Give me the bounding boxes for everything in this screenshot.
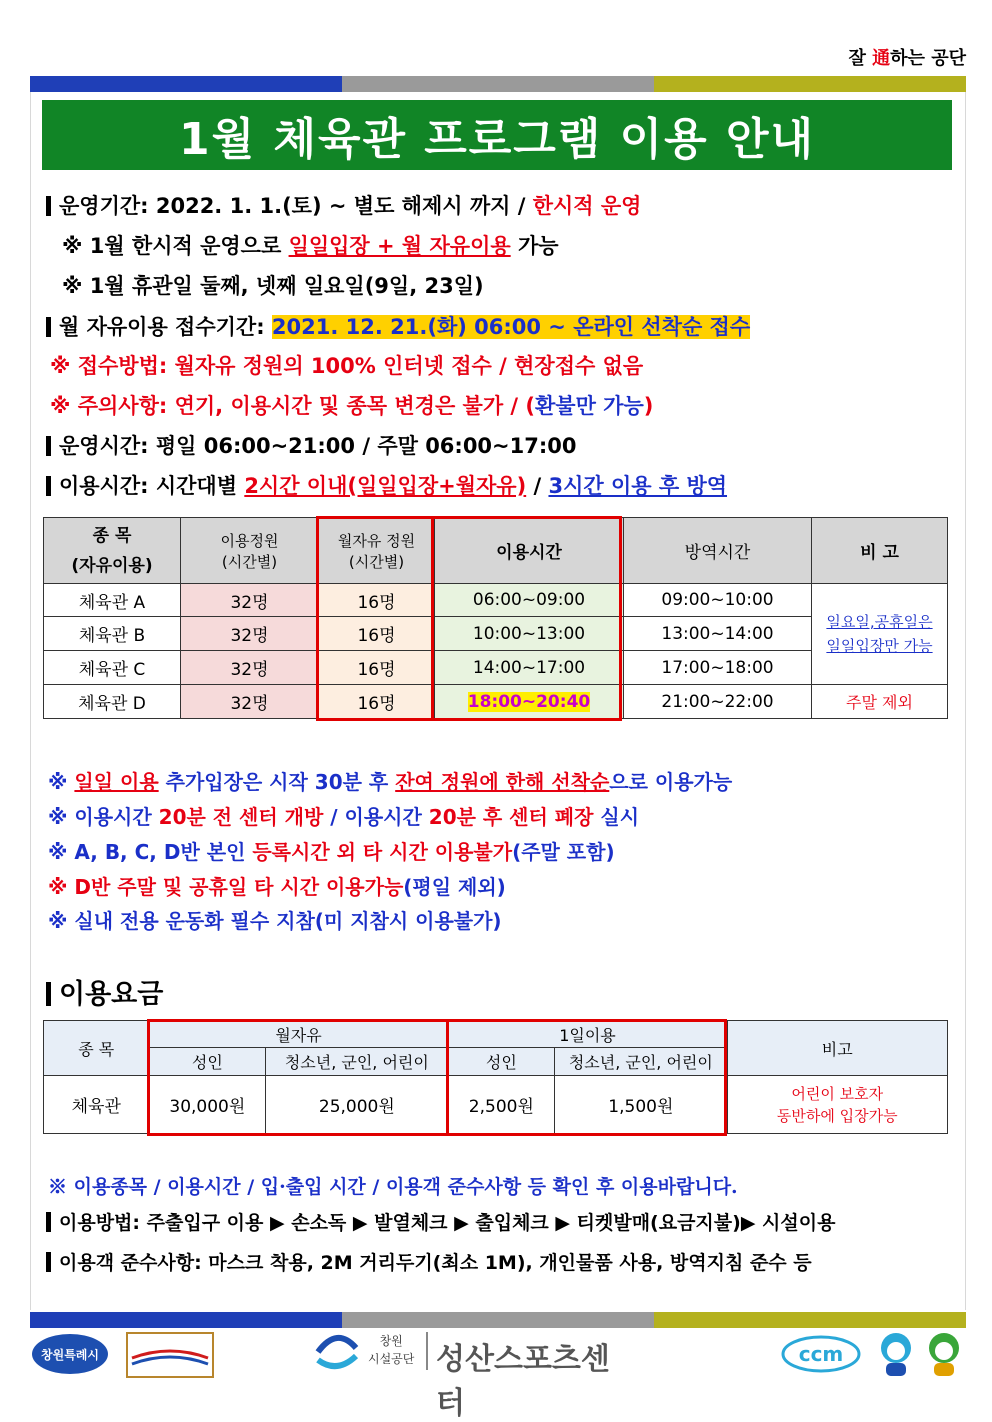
note-5: ※ 실내 전용 운동화 필수 지참(미 지참시 이용불가) bbox=[48, 909, 502, 933]
visitor-rules: 이용객 준수사항: 마스크 착용, 2M 거리두기(최소 1M), 개인물품 사용, 방역지침 준수 등 bbox=[46, 1248, 812, 1275]
center-name: 성산스포츠센터 bbox=[436, 1342, 610, 1421]
col-usage-time: 이용시간 bbox=[435, 518, 624, 584]
table-row: 체육관 30,000원 25,000원 2,500원 1,500원 어린이 보호자 동반하에 입장가능 bbox=[44, 1076, 948, 1134]
note-closed-days: ※ 1월 휴관일 둘째, 넷째 일요일(9일, 23일) bbox=[62, 274, 484, 298]
caution: ※ 주의사항: 연기, 이용시간 및 종목 변경은 불가 / (환불만 가능) bbox=[50, 394, 654, 418]
bottom-color-bar bbox=[30, 1312, 966, 1328]
page-title: 1월 체육관 프로그램 이용 안내 bbox=[179, 114, 815, 165]
city-logo bbox=[30, 1332, 110, 1376]
operating-hours: 운영시간: 평일 06:00~21:00 / 주말 06:00~17:00 bbox=[46, 430, 576, 460]
note-abc: 일요일,공휴일은 일일입장만 가능 bbox=[812, 584, 948, 685]
svg-text:창원특례시: 창원특례시 bbox=[41, 1348, 99, 1362]
usage-method: 이용방법: 주출입구 이용 ▶ 손소독 ▶ 발열체크 ▶ 출입체크 ▶ 티켓발매(요금지불)▶ 시설이용 bbox=[46, 1208, 835, 1235]
schedule-table bbox=[43, 517, 948, 719]
note-1: ※ 일일 이용 추가입장은 시작 30분 후 잔여 정원에 한해 선착순으로 이용가능 bbox=[48, 770, 733, 794]
registration-method: ※ 접수방법: 월자유 정원의 100% 인터넷 접수 / 현장접수 없음 bbox=[50, 354, 644, 378]
note-2: ※ 이용시간 20분 전 센터 개방 / 이용시간 20분 후 센터 폐장 실시 bbox=[48, 805, 640, 829]
table-row: 체육관 D 32명 16명 18:00~20:40 21:00~22:00 주말 제외 bbox=[44, 685, 948, 719]
table-row: 체육관 B 32명 16명 10:00~13:00 13:00~14:00 bbox=[44, 617, 948, 651]
table-row: 체육관 A 32명 16명 06:00~09:00 09:00~10:00 일요일,공휴일은 일일입장만 가능 bbox=[44, 584, 948, 617]
fees-table: 종 목 월자유 1일이용 비고 성인 청소년, 군인, 어린이 성인 청소년, 군인, 어린이 체육관 30,000원 25,000원 2,500원 1,500원 어린이 보호자 동반하에 입장가능 bbox=[43, 1020, 948, 1134]
center-logo: 창원 시설공단 성산스포츠센터 bbox=[312, 1330, 622, 1376]
table-row: 체육관 C 32명 16명 14:00~17:00 17:00~18:00 bbox=[44, 651, 948, 685]
fees-section-title: 이용요금 bbox=[46, 972, 163, 1011]
col-note: 비 고 bbox=[812, 518, 948, 584]
registration-period: 월 자유이용 접수기간: 2021. 12. 21.(화) 06:00 ~ 온라인 선착순 접수 bbox=[46, 311, 750, 341]
usage-time: 이용시간: 시간대별 2시간 이내(일일입장+월자유) / 3시간 이용 후 방역 bbox=[46, 470, 727, 500]
top-color-bar bbox=[30, 76, 966, 92]
col-item: 종 목 (자유이용) bbox=[44, 518, 181, 584]
operating-period: 운영기간: 2022. 1. 1.(토) ~ 별도 해제시 까지 / 한시적 운영 bbox=[46, 190, 641, 220]
mascot-blue-icon bbox=[874, 1330, 918, 1378]
check-note: ※ 이용종목 / 이용시간 / 입·출입 시간 / 이용객 준수사항 등 확인 후 이용바랍니다. bbox=[48, 1176, 738, 1198]
col-monthly-capacity: 월자유 정원 (시간별) bbox=[319, 518, 435, 584]
col-disinfect-time: 방역시간 bbox=[624, 518, 812, 584]
note-3: ※ A, B, C, D반 본인 등록시간 외 타 시간 이용불가(주말 포함) bbox=[48, 840, 615, 864]
mascot-green-icon bbox=[922, 1330, 966, 1378]
ccm-logo bbox=[780, 1334, 862, 1374]
award-logo bbox=[126, 1332, 214, 1378]
slogan: 잘 通하는 공단 bbox=[848, 48, 966, 69]
fees-note: 어린이 보호자 동반하에 입장가능 bbox=[727, 1076, 948, 1134]
title-banner bbox=[42, 100, 952, 170]
note-4: ※ D반 주말 및 공휴일 타 시간 이용가능(평일 제외) bbox=[48, 875, 506, 899]
note-temporary: ※ 1월 한시적 운영으로 일일입장 + 월 자유이용 가능 bbox=[62, 234, 559, 258]
note-d: 주말 제외 bbox=[812, 685, 948, 719]
col-capacity: 이용정원 (시간별) bbox=[181, 518, 319, 584]
svg-text:ccm: ccm bbox=[798, 1342, 844, 1366]
